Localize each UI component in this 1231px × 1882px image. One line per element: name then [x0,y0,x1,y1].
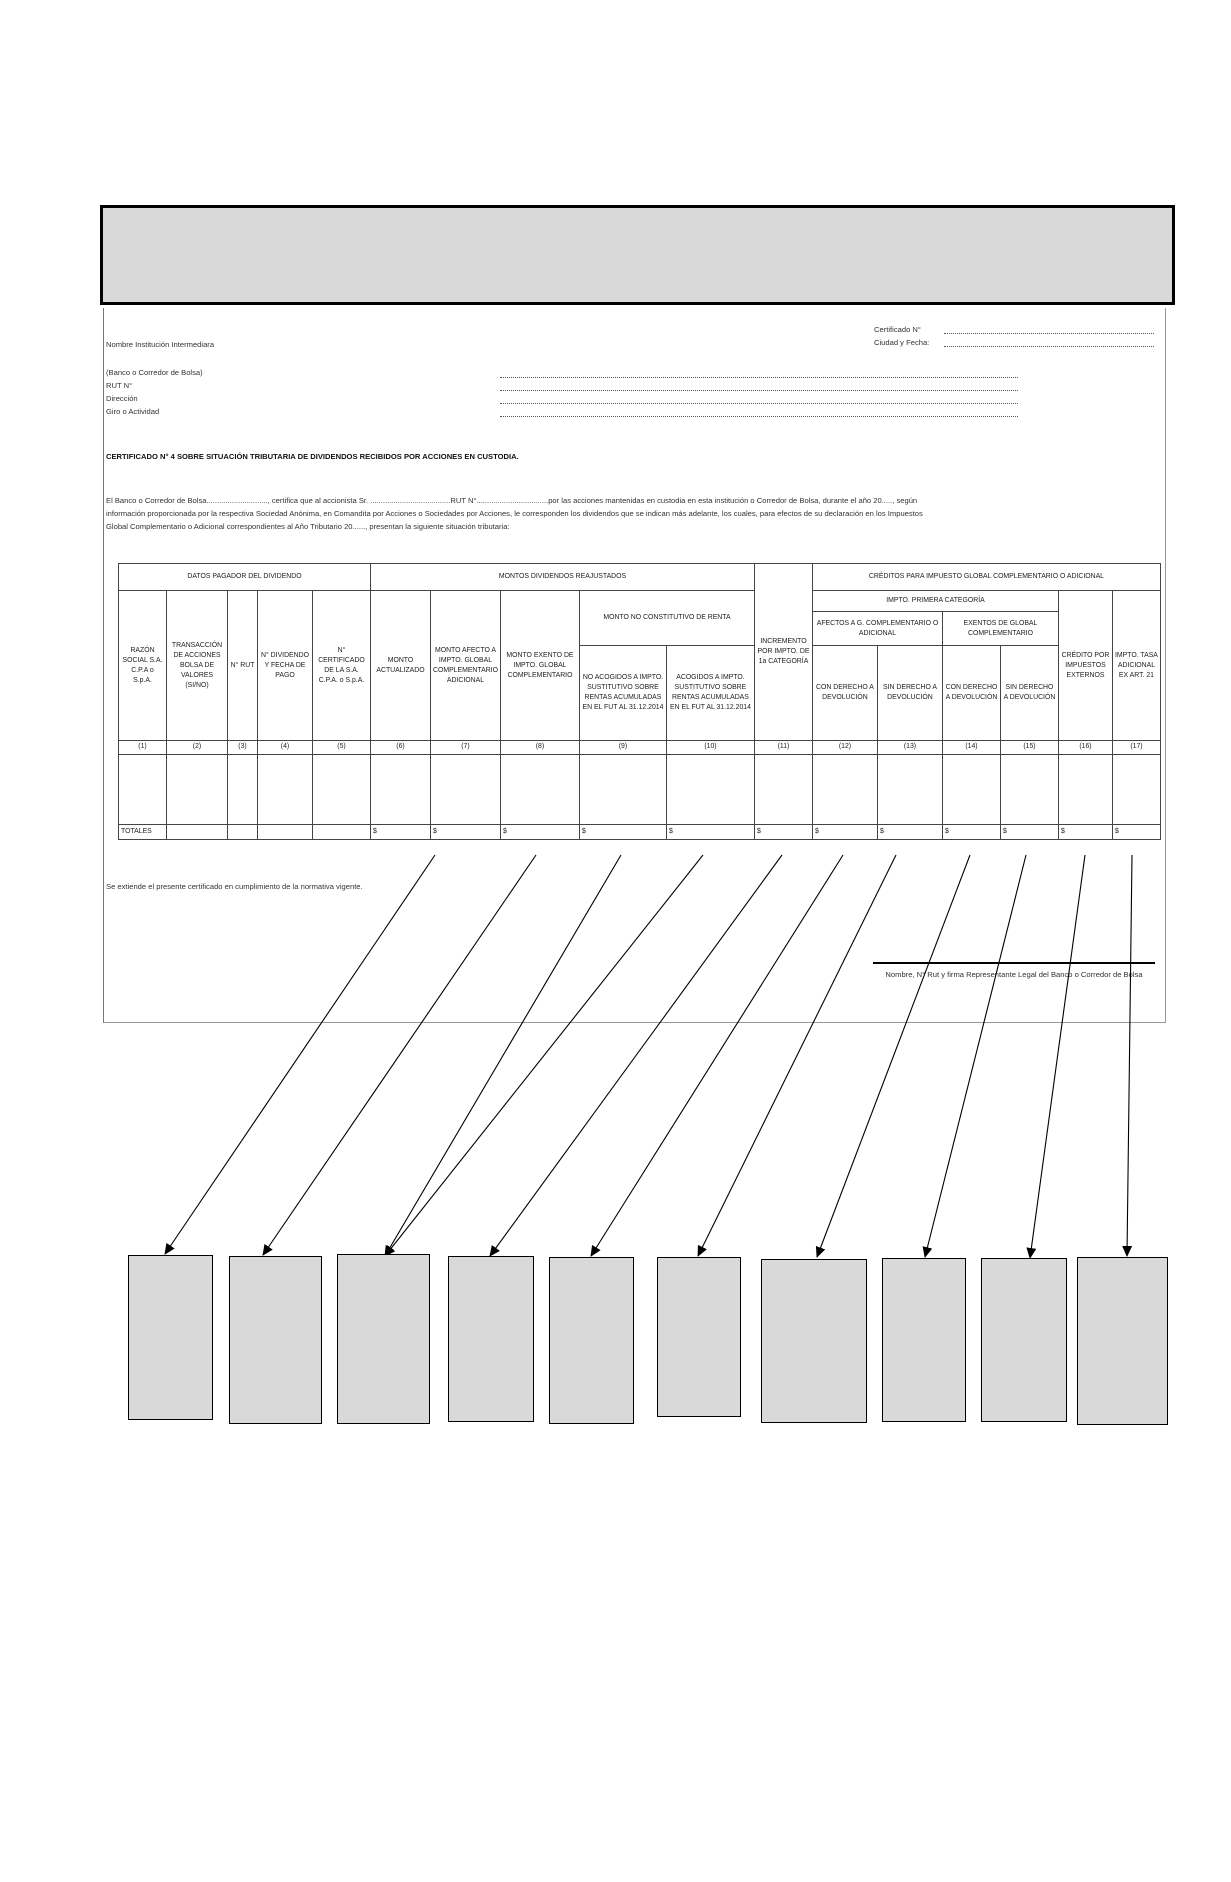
target-box-2 [229,1256,322,1424]
total-cell: $ [500,825,579,840]
total-cell: $ [371,825,431,840]
col-1-header: RAZÓN SOCIAL S.A. C.P.A o S.p.A. [119,591,167,741]
col-number: (13) [877,741,942,755]
col-15-header: SIN DERECHO A DEVOLUCIÓN [1000,646,1058,741]
col-4-header: N° DIVIDENDO Y FECHA DE PAGO [258,591,313,741]
col-number: (7) [431,741,501,755]
col-13-header: SIN DERECHO A DEVOLUCIÓN [877,646,942,741]
target-box-5 [549,1257,634,1424]
col-7-header: MONTO AFECTO A IMPTO. GLOBAL COMPLEMENTARIO ADICIONAL [431,591,501,741]
institution-name-label: Nombre Institución Intermediara [106,340,215,349]
col-12-header: CON DERECHO A DEVOLUCIÓN [812,646,877,741]
rut-label: RUT N° [106,381,133,390]
total-cell: $ [666,825,754,840]
col-number: (14) [942,741,1000,755]
total-cell: $ [812,825,877,840]
exempt-header: EXENTOS DE GLOBAL COMPLEMENTARIO [942,612,1058,646]
affected-header: AFECTOS A G. COMPLEMENTARIO O ADICIONAL [812,612,942,646]
col-number: (4) [258,741,313,755]
target-box-7 [761,1259,867,1423]
group-amounts-header: MONTOS DIVIDENDOS REAJUSTADOS [371,564,755,591]
col-number: (16) [1058,741,1112,755]
col-number: (5) [313,741,371,755]
total-cell: $ [1000,825,1058,840]
arrow-5 [490,855,782,1256]
target-box-4 [448,1256,534,1422]
col-number: (3) [228,741,258,755]
group-credits-header: CRÉDITOS PARA IMPUESTO GLOBAL COMPLEMENTARIO O ADICIONAL [812,564,1160,591]
arrow-1 [165,855,435,1254]
col-14-header: CON DERECHO A DEVOLUCIÓN [942,646,1000,741]
bank-label: (Banco o Corredor de Bolsa) [106,368,203,377]
target-box-10 [1077,1257,1168,1425]
arrow-11 [1127,855,1132,1256]
target-box-1 [128,1255,213,1420]
signature-label: Nombre, N° Rut y firma Representante Legal del Banco o Corredor de Bolsa [885,970,1143,979]
col-number: (10) [666,741,754,755]
total-cell: $ [942,825,1000,840]
target-box-3 [337,1254,430,1424]
arrow-8 [817,855,970,1257]
col-number: (15) [1000,741,1058,755]
col-10-header: ACOGIDOS A IMPTO. SUSTITUTIVO SOBRE RENTAS ACUMULADAS EN EL FUT AL 31.12.2014 [666,646,754,741]
col-2-header: TRANSACCIÓN DE ACCIONES BOLSA DE VALORES (SI/NO) [167,591,228,741]
certificate-number-label: Certificado N° [874,325,921,334]
arrow-6 [591,855,843,1256]
group-payer-header: DATOS PAGADOR DEL DIVIDENDO [119,564,371,591]
target-box-9 [981,1258,1067,1422]
city-date-label: Ciudad y Fecha: [874,338,930,347]
col-number: (9) [579,741,666,755]
address-label: Dirección [106,394,138,403]
col-11-header: INCREMENTO POR IMPTO. DE 1a CATEGORÍA [754,564,812,741]
col-9-header: NO ACOGIDOS A IMPTO. SUSTITUTIVO SOBRE RENTAS ACUMULADAS EN EL FUT AL 31.12.2014 [579,646,666,741]
certificate-paragraph: El Banco o Corredor de Bolsa............................., certifica que al accionista Sr. ......................................RUT N°..................................por las acciones mantenidas en custodia en esta institución o Corredor de Bolsa, durante el año 20....., según información proporcionada por la respectiva Sociedad Anónima, en Comandita por Acciones o Sociedades por Acciones, le corresponden los dividendos que se indican más adelante, los cuales, para efectos de su declaración en los Impuestos Global Complementario o Adicional correspondientes al Año Tributario 20......, presentan la siguiente situación tributaria: [106,496,923,531]
activity-label: Giro o Actividad [106,407,160,416]
col-number: (11) [754,741,812,755]
total-cell: $ [1058,825,1112,840]
arrow-7 [698,855,896,1256]
col-number: (6) [371,741,431,755]
col-number: (12) [812,741,877,755]
col-8-header: MONTO EXENTO DE IMPTO. GLOBAL COMPLEMENTARIO [500,591,579,741]
col-number: (8) [500,741,579,755]
total-cell: $ [754,825,812,840]
arrow-10 [1030,855,1085,1258]
col-5-header: N° CERTIFICADO DE LA S.A. C.P.A. o S.p.A. [313,591,371,741]
footer-statement: Se extiende el presente certificado en cumplimiento de la normativa vigente. [106,882,363,891]
total-cell: $ [579,825,666,840]
arrow-3 [385,855,621,1256]
total-cell: $ [1112,825,1160,840]
totals-label: TOTALES [119,825,167,840]
total-cell: $ [431,825,501,840]
col-number: (17) [1112,741,1160,755]
certificate-title: CERTIFICADO N° 4 SOBRE SITUACIÓN TRIBUTARIA DE DIVIDENDOS RECIBIDOS POR ACCIONES EN CUSTODIA. [106,452,519,461]
col-3-header: N° RUT [228,591,258,741]
target-box-8 [882,1258,966,1422]
first-category-header: IMPTO. PRIMERA CATEGORÍA [812,591,1058,612]
arrow-4 [385,855,703,1256]
col-6-header: MONTO ACTUALIZADO [371,591,431,741]
col-16-header: CRÉDITO POR IMPUESTOS EXTERNOS [1058,591,1112,741]
col-number: (1) [119,741,167,755]
arrow-2 [263,855,536,1255]
total-cell: $ [877,825,942,840]
target-box-6 [657,1257,741,1417]
arrow-9 [925,855,1026,1257]
non-income-header: MONTO NO CONSTITUTIVO DE RENTA [579,591,754,646]
col-17-header: IMPTO. TASA ADICIONAL EX ART. 21 [1112,591,1160,741]
col-number: (2) [167,741,228,755]
